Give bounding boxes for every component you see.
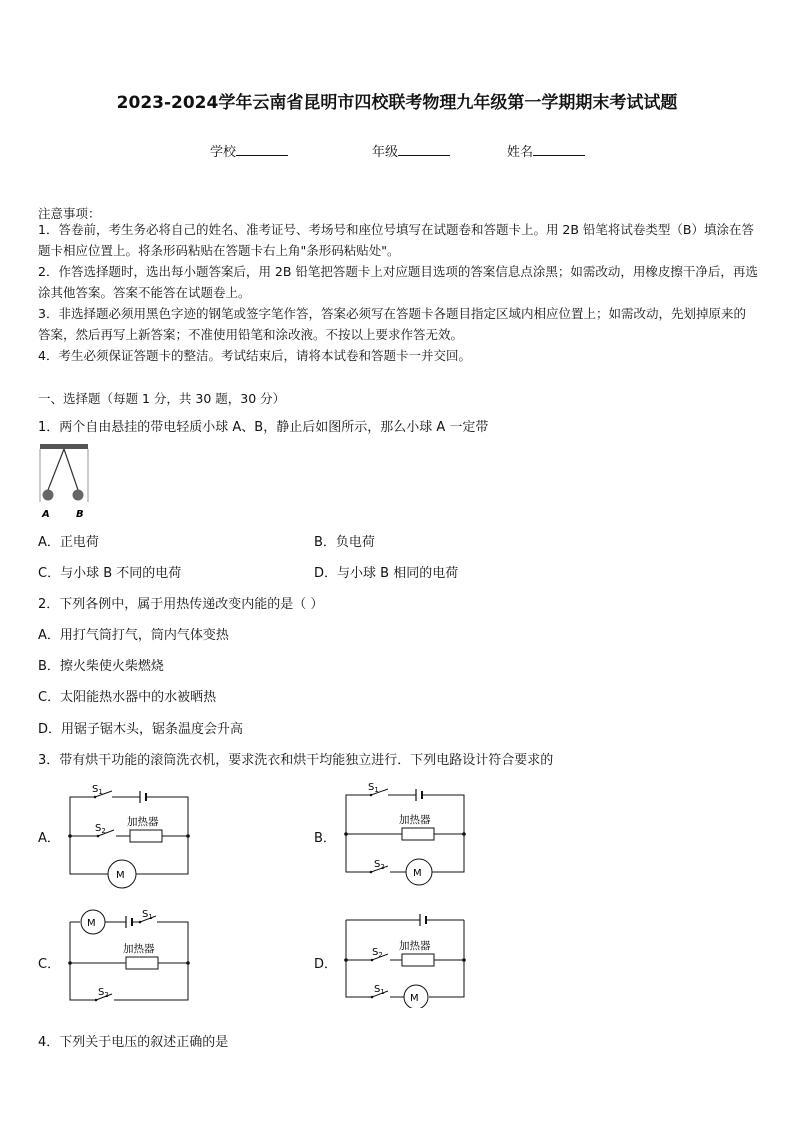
heater-label: 加热器	[123, 943, 155, 955]
switch-label: $S_2$	[98, 987, 109, 999]
switch-label: $S_2$	[95, 823, 106, 835]
switch-label: $S_1$	[142, 909, 153, 921]
switch-label: $S_2$	[372, 947, 383, 959]
heater-label: 加热器	[127, 816, 159, 828]
grade-label: 年级	[372, 145, 399, 160]
switch-label: $S_1$	[374, 984, 385, 996]
section-heading: 一、选择题（每题 1 分，共 30 题，30 分）	[38, 391, 286, 406]
thread-b	[64, 449, 78, 490]
q1-option-a[interactable]: A．正电荷	[38, 535, 99, 550]
thread-a	[48, 449, 64, 490]
grade-blank[interactable]	[398, 143, 450, 156]
switch-label: $S_2$	[374, 859, 385, 871]
q2-option-d[interactable]: D．用锯子锯木头，锯条温度会升高	[38, 722, 244, 737]
ball-b-label: B	[76, 509, 84, 520]
notice-item: 2．作答选择题时，选出每小题答案后，用 2B 铅笔把答题卡上对应题目选项的答案信息点涂黑；如需改动，用橡皮擦干净后，再选涂其他答案。答案不能答在试题卷上。	[38, 264, 758, 300]
q1-option-b[interactable]: B．负电荷	[314, 535, 375, 550]
heater-element	[130, 830, 162, 842]
name-blank[interactable]	[533, 143, 585, 156]
q2-option-b[interactable]: B．擦火柴使火柴燃烧	[38, 659, 164, 674]
hanging-balls-figure	[36, 442, 92, 522]
circuit-b-diagram	[336, 778, 476, 890]
ball-b	[73, 490, 84, 501]
q3-option-c[interactable]: C．	[38, 957, 61, 972]
notice-heading: 注意事项：	[38, 206, 101, 221]
motor-label: M	[87, 918, 96, 929]
question-4-stem: 4．下列关于电压的叙述正确的是	[38, 1035, 229, 1050]
motor-label: M	[413, 868, 422, 879]
circuit-a-diagram	[60, 780, 200, 890]
q3-option-d[interactable]: D．	[314, 957, 338, 972]
school-label: 学校	[210, 145, 237, 160]
name-label: 姓名	[507, 145, 534, 160]
grade-field[interactable]	[372, 141, 450, 160]
question-1-stem: 1．两个自由悬挂的带电轻质小球 A、B，静止后如图所示，那么小球 A 一定带	[38, 420, 489, 435]
heater-element	[126, 957, 158, 969]
q2-option-a[interactable]: A．用打气筒打气，筒内气体变热	[38, 628, 229, 643]
switch-label: $S_1$	[368, 782, 379, 794]
circuit-d-diagram	[336, 903, 476, 1008]
motor-label: M	[410, 993, 419, 1004]
switch-label: $S_1$	[92, 784, 103, 796]
question-3-stem: 3．带有烘干功能的滚筒洗衣机，要求洗衣和烘干均能独立进行．下列电路设计符合要求的	[38, 753, 554, 768]
notice-item: 3．非选择题必须用黑色字迹的钢笔或签字笔作答，答案必须写在答题卡各题目指定区域内相应位置上；如需改动，先划掉原来的答案，然后再写上新答案；不准使用铅笔和涂改液。不按以上要求作答无效。	[38, 306, 746, 342]
school-field[interactable]	[210, 141, 288, 160]
q3-option-a[interactable]: A．	[38, 831, 60, 846]
school-blank[interactable]	[236, 143, 288, 156]
motor-label: M	[116, 870, 125, 881]
question-2-stem: 2．下列各例中，属于用热传递改变内能的是（ ）	[38, 597, 324, 612]
q1-option-d[interactable]: D．与小球 B 相同的电荷	[314, 566, 459, 581]
notice-item: 1．答卷前，考生务必将自己的姓名、准考证号、考场号和座位号填写在试题卷和答题卡上。用 2B 铅笔将试卷类型（B）填涂在答题卡相应位置上。将条形码粘贴在答题卡右上角"条形码粘贴处"。	[38, 222, 755, 258]
ball-a	[43, 490, 54, 501]
ball-a-label: A	[42, 509, 50, 520]
heater-label: 加热器	[399, 940, 431, 952]
heater-element	[402, 828, 434, 840]
heater-label: 加热器	[399, 814, 431, 826]
q1-option-c[interactable]: C．与小球 B 不同的电荷	[38, 566, 182, 581]
page-title: 2023-2024学年云南省昆明市四校联考物理九年级第一学期期末考试试题	[116, 93, 678, 113]
ceiling-bar	[40, 444, 88, 449]
q2-option-c[interactable]: C．太阳能热水器中的水被晒热	[38, 690, 217, 705]
q3-option-b[interactable]: B．	[314, 831, 336, 846]
circuit-c-diagram	[60, 905, 200, 1005]
name-field[interactable]	[507, 141, 585, 160]
notice-item: 4．考生必须保证答题卡的整洁。考试结束后，请将本试卷和答题卡一并交回。	[38, 348, 471, 363]
heater-element	[402, 954, 434, 966]
